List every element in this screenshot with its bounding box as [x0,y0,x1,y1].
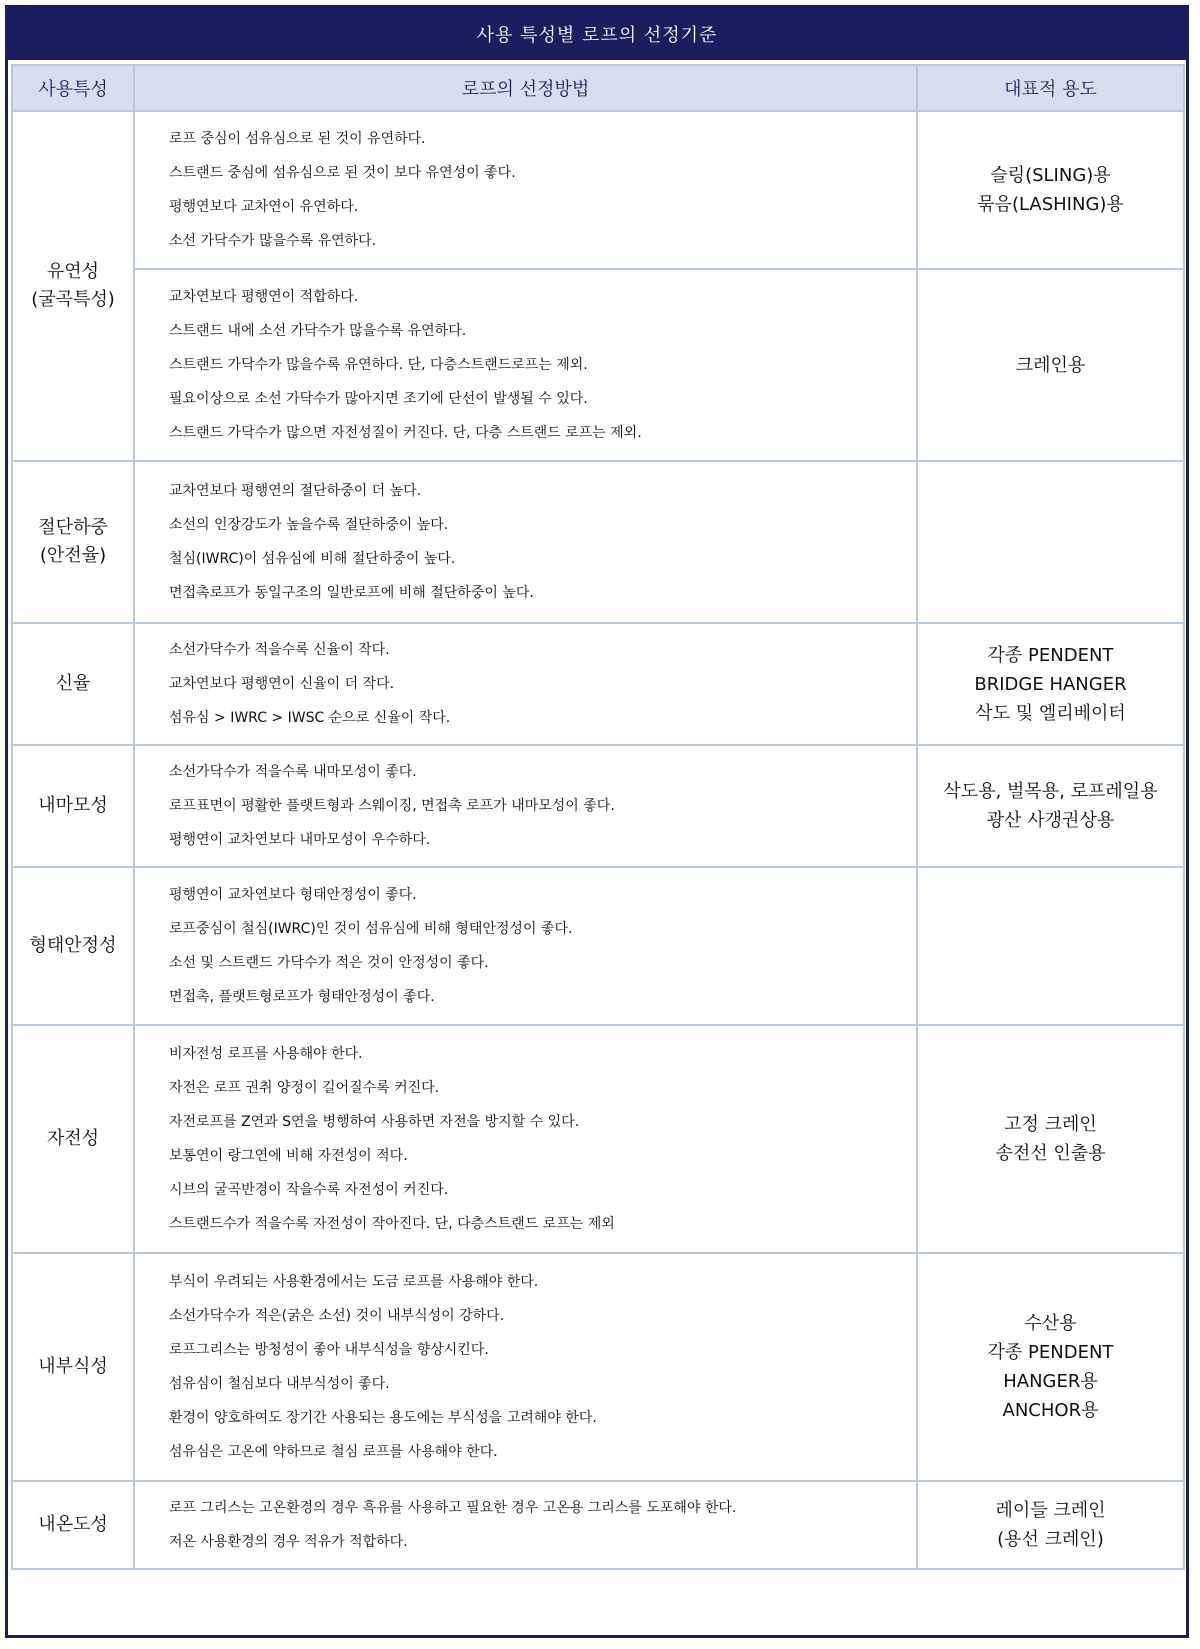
uses-cell: 슬링(SLING)용 묶음(LASHING)용 [917,111,1184,269]
methods-cell: 소선가닥수가 적을수록 신율이 작다. 교차연보다 평행연이 신율이 더 작다. 섬유심 > IWRC > IWSC 순으로 신율이 작다. [134,623,917,745]
methods-cell: 교차연보다 평행연의 절단하중이 더 높다. 소선의 인장강도가 높을수록 절단하중이 높다. 철심(IWRC)이 섬유심에 비해 절단하중이 높다. 면접촉로프가 동일구조의 일반로프에 비해 절단하중이 높다. [134,461,917,623]
characteristic-cell: 형태안정성 [12,867,134,1025]
header-characteristic: 사용특성 [12,65,134,111]
characteristic-cell: 자전성 [12,1025,134,1253]
uses-cell: 각종 PENDENT BRIDGE HANGER 삭도 및 엘리베이터 [917,623,1184,745]
methods-cell: 소선가닥수가 적을수록 내마모성이 좋다. 로프표면이 평활한 플랫트형과 스웨이징, 면접촉 로프가 내마모성이 좋다. 평행연이 교차연보다 내마모성이 우수하다. [134,745,917,867]
table-frame [5,5,1189,1638]
methods-cell: 부식이 우려되는 사용환경에서는 도금 로프를 사용해야 한다. 소선가닥수가 적은(굵은 소선) 것이 내부식성이 강하다. 로프그리스는 방청성이 좋아 내부식성을 향상시킨다. 섬유심이 철심보다 내부식성이 좋다. 환경이 양호하여도 장기간 사용되는 용도에는 부식성을 고려해야 한다. 섬유심은 고온에 약하므로 철심 로프를 사용해야 한다. [134,1253,917,1481]
uses-cell: 고정 크레인 송전선 인출용 [917,1025,1184,1253]
characteristic-cell: 절단하중 (안전율) [12,461,134,623]
header-uses: 대표적 용도 [917,65,1184,111]
table-title: 사용 특성별 로프의 선정기준 [8,8,1186,60]
methods-cell: 교차연보다 평행연이 적합하다. 스트랜드 내에 소선 가닥수가 많을수록 유연하다. 스트랜드 가닥수가 많을수록 유연하다. 단, 다층스트랜드로프는 제외. 필요이상으로 소선 가닥수가 많아지면 조기에 단선이 발생될 수 있다. 스트랜드 가닥수가 많으면 자전성질이 커진다. 단, 다층 스트랜드 로프는 제외. [134,269,917,461]
table-row [12,623,1184,745]
table-row [12,1025,1184,1253]
uses-cell [917,461,1184,623]
uses-cell: 레이들 크레인 (용선 크레인) [917,1481,1184,1569]
methods-cell: 비자전성 로프를 사용해야 한다. 자전은 로프 권취 양정이 길어질수록 커진다. 자전로프를 Z연과 S연을 병행하여 사용하면 자전을 방지할 수 있다. 보통연이 랑그연에 비해 자전성이 적다. 시브의 굴곡반경이 작을수록 자전성이 커진다. 스트랜드수가 적을수록 자전성이 작아진다. 단, 다층스트랜드 로프는 제외 [134,1025,917,1253]
table-row [12,1253,1184,1481]
table-row [12,269,1184,461]
uses-cell: 삭도용, 벌목용, 로프레일용 광산 사갱권상용 [917,745,1184,867]
table-row [12,867,1184,1025]
uses-cell: 크레인용 [917,269,1184,461]
characteristic-cell: 내온도성 [12,1481,134,1569]
table-row [12,111,1184,269]
table-row [12,745,1184,867]
characteristic-cell: 내마모성 [12,745,134,867]
table-row [12,1481,1184,1569]
methods-cell: 평행연이 교차연보다 형태안정성이 좋다. 로프중심이 철심(IWRC)인 것이 섬유심에 비해 형태안정성이 좋다. 소선 및 스트랜드 가닥수가 적은 것이 안정성이 좋다. 면접촉, 플랫트형로프가 형태안정성이 좋다. [134,867,917,1025]
table-row [12,461,1184,623]
methods-cell: 로프 중심이 섬유심으로 된 것이 유연하다. 스트랜드 중심에 섬유심으로 된 것이 보다 유연성이 좋다. 평행연보다 교차연이 유연하다. 소선 가닥수가 많을수록 유연하다. [134,111,917,269]
uses-cell: 수산용 각종 PENDENT HANGER용 ANCHOR용 [917,1253,1184,1481]
methods-cell: 로프 그리스는 고온환경의 경우 흑유를 사용하고 필요한 경우 고온용 그리스를 도포해야 한다. 저온 사용환경의 경우 적유가 적합하다. [134,1481,917,1569]
characteristic-cell: 내부식성 [12,1253,134,1481]
characteristic-cell: 신율 [12,623,134,745]
rope-selection-table [11,64,1185,1570]
header-row [12,65,1184,111]
uses-cell [917,867,1184,1025]
header-method: 로프의 선정방법 [134,65,917,111]
characteristic-cell: 유연성 (굴곡특성) [12,111,134,461]
